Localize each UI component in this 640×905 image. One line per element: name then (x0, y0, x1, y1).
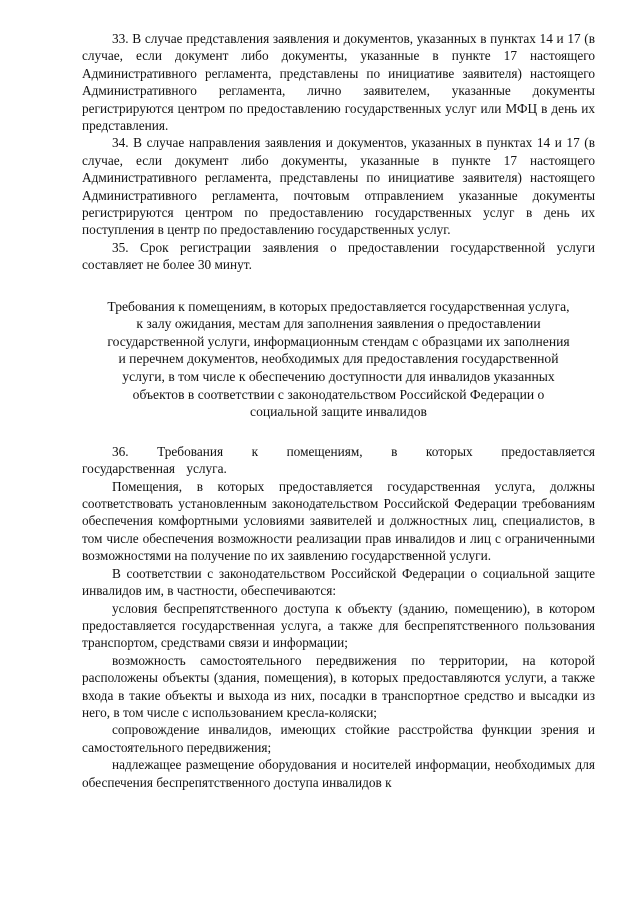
paragraph-33: 33. В случае представления заявления и документов, указанных в пунктах 14 и 17 (в случае, если документ либо документы, указанные в пункте 17 настоящего Административного регламента, представлены по инициативе заявителя) настоящего Административного регламента, лично заявителем, указанные документы регистрируются центром по предоставлению государственных услуг или МФЦ в день их представления. (82, 31, 595, 134)
document-page (82, 30, 595, 791)
paragraph-34: 34. В случае направления заявления и документов, указанных в пунктах 14 и 17 (в случае, если документ либо документы, указанные в пункте 17 настоящего Административного регламента, представлены по инициативе заявителя) настоящего Административного регламента, почтовым отправлением указанные документы регистрируются центром по предоставлению государственных услуг в день их поступления в центр по предоставлению государственных услуг. (82, 135, 595, 238)
list-item-access: условия беспрепятственного доступа к объекту (зданию, помещению), в котором предоставляется государственная услуга, а также для беспрепятственного пользования транспортом, средствами связи и информации; (82, 600, 595, 651)
heading-line: Требования к помещениям, в которых предоставляется государственная услуга, (107, 298, 570, 314)
heading-line: услуги, в том числе к обеспечению доступности для инвалидов указанных (122, 369, 555, 385)
list-item-escort: сопровождение инвалидов, имеющих стойкие расстройства функции зрения и самостоятельного передвижения; (82, 722, 595, 755)
heading-line: объектов в соответствии с законодательством Российской Федерации о (132, 386, 545, 402)
list-item-movement: возможность самостоятельного передвижения по территории, на которой расположены объекты (здания, помещения), в которых предоставляются услуги, а также входа в такие объекты и выхода из них, посадки в транспортное средство и высадки из него, в том числе с использованием кресла-коляски; (82, 652, 595, 720)
heading-line: и перечнем документов, необходимых для предоставления государственной (118, 351, 559, 367)
list-item-equipment: надлежащее размещение оборудования и носителей информации, необходимых для обеспечения беспрепятственного доступа инвалидов к (82, 757, 595, 790)
paragraph-36: 36. Требования к помещениям, в которых предоставляется государственная услуга. (82, 443, 595, 477)
paragraph-law: В соответствии с законодательством Российской Федерации о социальной защите инвалидов им, в частности, обеспечиваются: (82, 565, 595, 599)
heading-line: государственной услуги, информационным стендам с образцами их заполнения (107, 333, 570, 349)
paragraph-35: 35. Срок регистрации заявления о предоставлении государственной услуги составляет не более 30 минут. (82, 239, 595, 273)
heading-line: к залу ожидания, местам для заполнения заявления о предоставлении (136, 316, 541, 332)
paragraph-premises: Помещения, в которых предоставляется государственная услуга, должны соответствовать установленным законодательством Российской Федерации требованиям обеспечения комфортными условиями заявителей и должностных лиц, специалистов, в том числе обеспечения возможности реализации прав инвалидов и лиц с ограниченными возможностями на получение по их заявлению государственной услуги. (82, 478, 595, 564)
section-heading (82, 298, 595, 421)
heading-line: социальной защите инвалидов (250, 404, 427, 420)
